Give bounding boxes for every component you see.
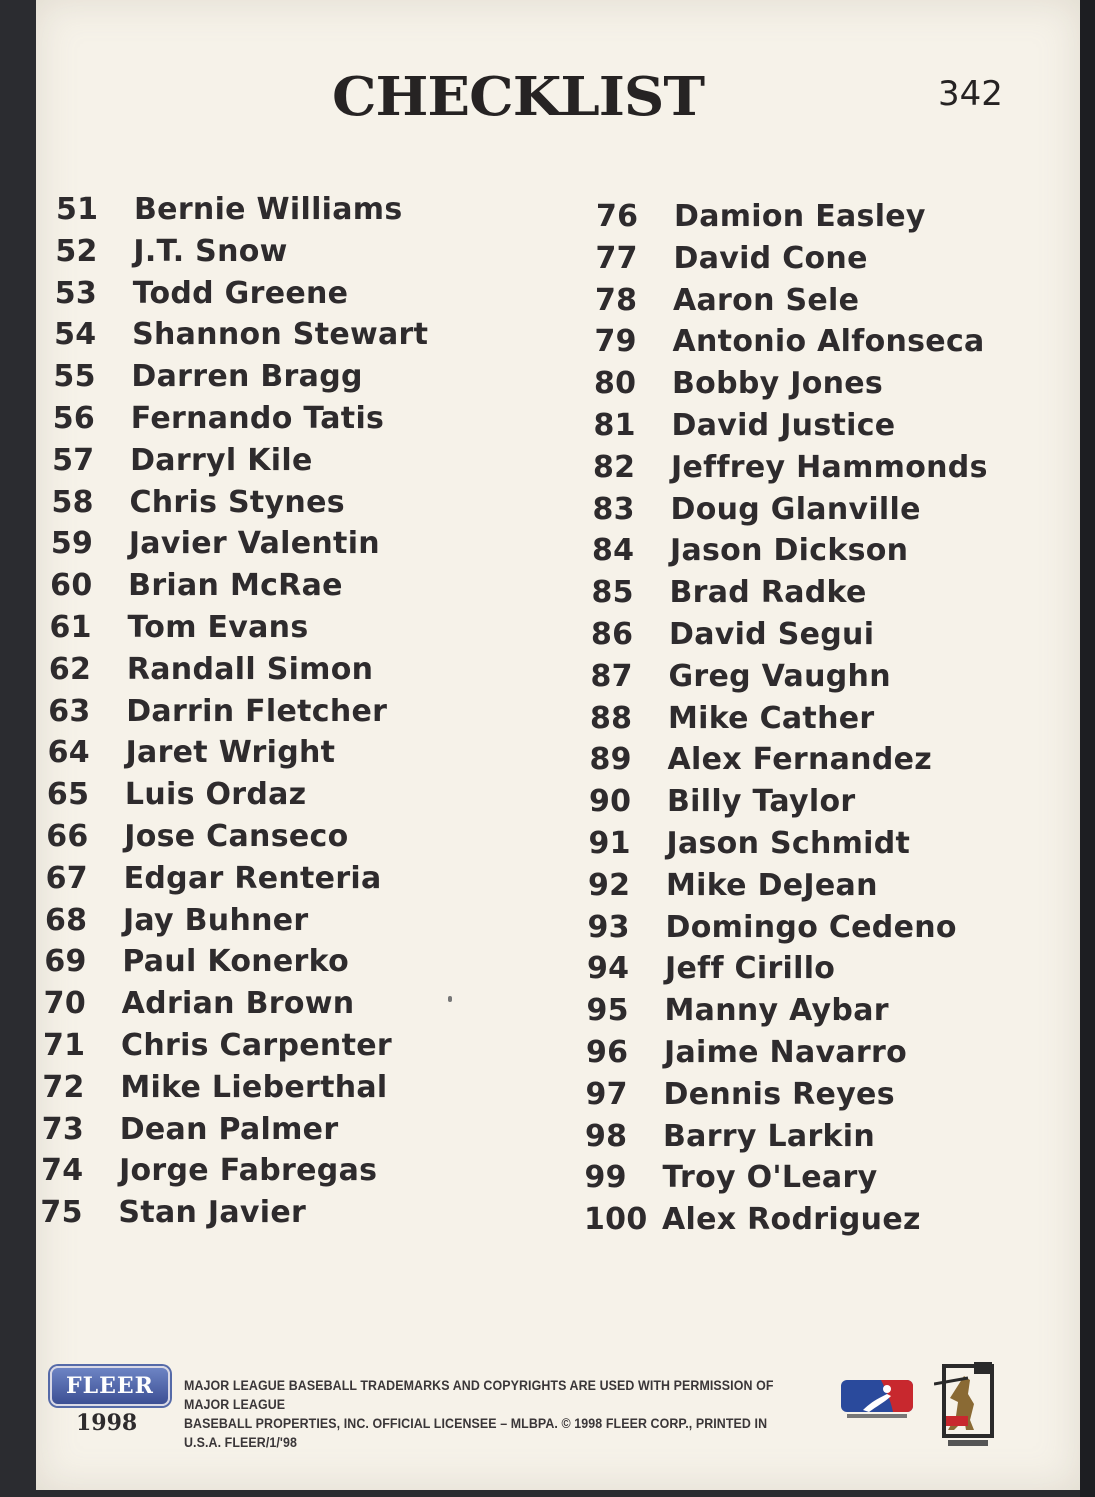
card-number: 342 [938, 74, 1003, 114]
card-number-cell: 90 [589, 784, 632, 820]
card-number-cell: 62 [48, 651, 92, 687]
player-name-cell: Mike DeJean [666, 867, 878, 903]
player-name-cell: Jaime Navarro [664, 1034, 907, 1070]
checklist-row [589, 826, 984, 868]
player-name-cell: Damion Easley [674, 199, 926, 234]
checklist-row [47, 777, 421, 819]
card-number-cell: 56 [52, 400, 96, 436]
mlb-logo-icon [841, 1380, 913, 1420]
player-name-cell: Bernie Williams [134, 192, 403, 227]
checklist-row [53, 359, 427, 401]
checklist-row [595, 283, 990, 325]
card-number-cell: 92 [588, 867, 631, 903]
player-name-cell: Alex Fernandez [667, 742, 933, 778]
card-number-cell: 99 [584, 1160, 627, 1196]
card-number-cell: 55 [53, 359, 96, 395]
card-number-cell: 59 [50, 526, 94, 562]
checklist-row [46, 819, 420, 861]
card-number-cell: 63 [48, 693, 91, 729]
player-name-cell: Randall Simon [126, 651, 374, 687]
card-number-cell: 70 [43, 986, 87, 1022]
card-number-cell: 51 [56, 192, 99, 227]
player-name-cell: Jose Canseco [124, 818, 349, 854]
checklist-row [56, 192, 430, 234]
player-name-cell: Jeff Cirillo [665, 951, 836, 987]
card-number-cell: 98 [585, 1118, 628, 1154]
card-number-cell: 74 [41, 1153, 84, 1189]
player-name-cell: Bobby Jones [672, 366, 884, 402]
checklist-row [585, 1119, 980, 1161]
player-name-cell: Chris Stynes [129, 484, 345, 520]
card-number-cell: 97 [585, 1076, 628, 1112]
player-name-cell: Domingo Cedeno [665, 909, 957, 945]
player-name-cell: Javier Valentin [128, 526, 380, 562]
checklist-row [53, 401, 427, 443]
legal-line-2: BASEBALL PROPERTIES, INC. OFFICIAL LICENSEE – MLBPA. © 1998 FLEER CORP., PRINTED IN U.S.A. FLEER/1/'98 [184, 1416, 768, 1450]
checklist-row [51, 485, 425, 527]
checklist-row [593, 492, 988, 534]
checklist-row [40, 1195, 414, 1237]
player-name-cell: Tom Evans [127, 609, 309, 645]
checklist-row [592, 533, 987, 575]
card-number-cell: 65 [46, 777, 90, 813]
card-number-cell: 61 [49, 609, 92, 645]
checklist-card [36, 0, 1080, 1490]
checklist-row [46, 861, 420, 903]
player-name-cell: David Cone [673, 240, 868, 276]
card-number-cell: 76 [596, 199, 639, 234]
player-name-cell: Jason Dickson [670, 533, 909, 569]
checklist-row [589, 784, 984, 826]
card-number-cell: 94 [587, 951, 630, 987]
card-number-cell: 57 [52, 442, 95, 478]
player-name-cell: Greg Vaughn [668, 658, 891, 694]
checklist-row [43, 1028, 417, 1070]
player-name-cell: Troy O'Leary [662, 1160, 878, 1196]
checklist-row [594, 408, 989, 450]
checklist-row [590, 742, 985, 784]
player-name-cell: Aaron Sele [673, 282, 860, 318]
checklist-row [585, 1160, 980, 1202]
player-name-cell: J.T. Snow [133, 233, 288, 269]
scan-edge [1080, 0, 1095, 1497]
card-number-cell: 75 [40, 1195, 83, 1231]
checklist-row [48, 694, 422, 736]
checklist-row [590, 701, 985, 743]
player-name-cell: Dennis Reyes [663, 1076, 895, 1112]
player-name-cell: Jay Buhner [122, 902, 309, 938]
card-number-cell: 66 [46, 818, 89, 854]
checklist-row [52, 443, 426, 485]
checklist-row [588, 910, 983, 952]
player-name-cell: Brian McRae [128, 568, 343, 604]
player-name-cell: Jaret Wright [125, 735, 336, 771]
checklist-row [42, 1112, 416, 1154]
card-number-cell: 72 [42, 1069, 85, 1105]
card-number-cell: 52 [55, 233, 98, 269]
checklist-right-column [584, 199, 991, 1244]
player-name-cell: Jorge Fabregas [119, 1153, 378, 1189]
card-title: CHECKLIST [331, 65, 705, 129]
card-number-cell: 96 [586, 1034, 629, 1070]
card-number-cell: 53 [54, 275, 98, 311]
player-name-cell: Dean Palmer [119, 1111, 339, 1147]
card-number-cell: 93 [587, 909, 630, 945]
player-name-cell: Billy Taylor [667, 784, 856, 820]
checklist-row [49, 652, 423, 694]
card-number-cell: 68 [44, 902, 88, 938]
checklist-row [55, 234, 429, 276]
checklist-left-column [40, 192, 430, 1237]
card-number-cell: 64 [47, 735, 90, 771]
checklist-row [596, 241, 991, 283]
checklist-row [584, 1202, 979, 1244]
player-name-cell: Brad Radke [669, 575, 867, 611]
checklist-row [596, 199, 991, 241]
checklist-row [50, 610, 424, 652]
player-name-cell: Mike Cather [668, 700, 875, 736]
card-number-cell: 69 [44, 944, 87, 980]
player-name-cell: Jason Schmidt [666, 825, 911, 861]
player-name-cell: Fernando Tatis [130, 400, 385, 436]
player-name-cell: David Segui [669, 616, 875, 652]
card-number-cell: 73 [41, 1111, 85, 1147]
card-number-cell: 84 [592, 533, 635, 569]
card-number-cell: 95 [586, 993, 629, 1029]
player-name-cell: Edgar Renteria [123, 860, 382, 896]
card-number-cell: 58 [51, 484, 94, 520]
player-name-cell: Darrin Fletcher [126, 693, 388, 729]
card-number-cell: 60 [50, 568, 93, 604]
card-number-cell: 79 [594, 324, 637, 360]
player-name-cell: Shannon Stewart [132, 317, 429, 353]
player-name-cell: David Justice [671, 407, 896, 443]
checklist-row [586, 1077, 981, 1119]
player-name-cell: Jeffrey Hammonds [671, 449, 988, 485]
players-association-logo-icon [934, 1360, 1004, 1452]
checklist-row [591, 659, 986, 701]
card-number-cell: 83 [592, 491, 635, 527]
player-name-cell: Todd Greene [132, 275, 349, 311]
card-number-cell: 54 [54, 317, 97, 353]
checklist-row [587, 993, 982, 1035]
player-name-cell: Luis Ordaz [124, 777, 307, 813]
footer-year: 1998 [76, 1410, 138, 1436]
checklist-row [51, 526, 425, 568]
checklist-row [55, 276, 429, 318]
checklist-row [44, 986, 418, 1028]
fleer-logo: FLEER [50, 1366, 170, 1406]
player-name-cell: Barry Larkin [663, 1118, 876, 1154]
checklist-row [50, 568, 424, 610]
checklist-row [42, 1070, 416, 1112]
legal-text [184, 1376, 791, 1452]
player-name-cell: Adrian Brown [121, 986, 355, 1022]
player-name-cell: Antonio Alfonseca [672, 324, 985, 360]
card-number-cell: 80 [594, 366, 637, 402]
card-number-cell: 87 [590, 658, 633, 694]
card-number-cell: 91 [588, 825, 631, 861]
card-number-cell: 89 [589, 742, 632, 778]
card-number-cell: 78 [595, 282, 638, 318]
player-name-cell: Chris Carpenter [121, 1027, 392, 1063]
card-number-cell: 71 [43, 1027, 86, 1063]
card-number-cell: 77 [595, 240, 638, 276]
player-name-cell: Darren Bragg [131, 359, 363, 395]
card-number-cell: 100 [584, 1202, 648, 1238]
player-name-cell: Manny Aybar [664, 993, 889, 1029]
player-name-cell: Darryl Kile [130, 442, 313, 478]
checklist-row [586, 1035, 981, 1077]
card-number-cell: 81 [593, 407, 636, 443]
checklist-row [591, 617, 986, 659]
player-name-cell: Paul Konerko [122, 944, 350, 980]
checklist-row [588, 868, 983, 910]
player-name-cell: Alex Rodriguez [662, 1202, 921, 1238]
print-speck [448, 996, 452, 1002]
legal-line-1: MAJOR LEAGUE BASEBALL TRADEMARKS AND COPYRIGHTS ARE USED WITH PERMISSION OF MAJOR LEAGUE [184, 1378, 774, 1412]
card-number-cell: 86 [591, 616, 634, 652]
card-number-cell: 85 [591, 575, 634, 611]
player-name-cell: Stan Javier [118, 1195, 307, 1231]
checklist-row [592, 575, 987, 617]
card-number-cell: 88 [590, 700, 633, 736]
checklist-row [41, 1153, 415, 1195]
checklist-row [593, 450, 988, 492]
player-name-cell: Mike Lieberthal [120, 1069, 388, 1105]
checklist-row [54, 317, 428, 359]
checklist-row [44, 944, 418, 986]
card-number-cell: 67 [45, 860, 88, 896]
checklist-row [595, 324, 990, 366]
player-name-cell: Doug Glanville [670, 491, 921, 527]
checklist-row [48, 735, 422, 777]
checklist-row [594, 366, 989, 408]
checklist-row [45, 903, 419, 945]
card-number-cell: 82 [593, 449, 636, 485]
checklist-row [587, 951, 982, 993]
